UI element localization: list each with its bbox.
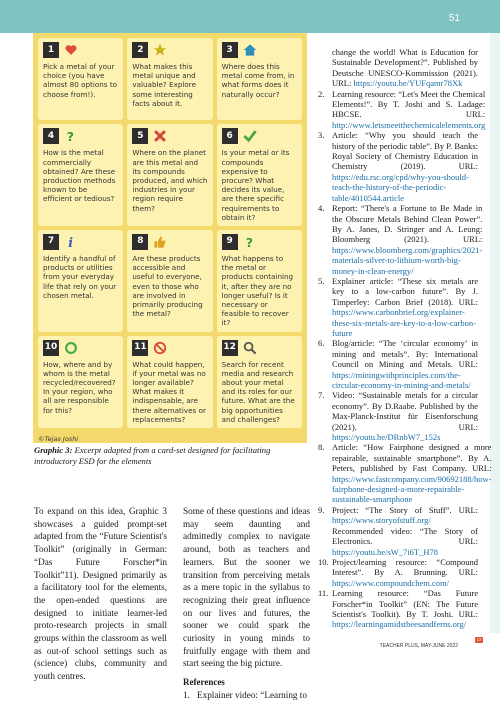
card-number: 10 (43, 340, 59, 356)
reference-item: 5. Explainer article: “These six metals are key to a low-carbon future”. By J. Timperley: Carbon Brief (2018). URL: https://www.carbonbrief.org/explainer-these-six-metals-are-key-to-a-low-carbon-future (318, 275, 478, 338)
reference-item: 8. Article: “How Fairphone designed a more repairable, sustainable smartphone”. By A. Peters, published by Fast Company. URL: https://www.fastcompany.com/90692188/how-fairphone-designed-a-more-repairable-sustainable-smartphone (318, 442, 492, 505)
references-heading: References (183, 677, 225, 688)
card-number: 2 (132, 42, 148, 58)
reference-link[interactable]: https://learningamidstbeesandferns.org/ (332, 619, 467, 630)
reference-link[interactable]: https://miningwithprinciples.com/the-circular-economy-in-mining-and-metals/ (332, 369, 471, 390)
card-number: 1 (43, 42, 59, 58)
card-question: Where does this metal come from, in what forms does it naturally occur? (221, 62, 295, 99)
card-10 (38, 336, 123, 428)
reference-link[interactable]: https://edu.rsc.org/cpd/why-you-should-teach-the-history-of-the-periodic-table/4010544.article (332, 171, 469, 203)
question-mark-icon (242, 234, 258, 250)
card-1 (38, 38, 123, 120)
side-accent (490, 33, 500, 633)
thumbs-up-icon (152, 234, 168, 250)
figure-caption (34, 445, 309, 466)
reference-link[interactable]: https://www.carbonbrief.org/explainer-these-six-metals-are-key-to-a-low-carbon-future (332, 307, 476, 338)
reference-item: 10. Project/learning resource: “Compound Interest”. By A. Brunning. URL: https://www.compoundchem.com/ (318, 556, 478, 588)
reference-item: change the world! What is Education for Sustainable Development?”. Published by Deutsche UNESCO-Kommission (2021). URL: https://youtu.be/YUFqamr78Xk (332, 47, 478, 89)
card-question: How, where and by whom is the metal recycled/recovered? In your region, who all are responsible for this? (43, 359, 116, 415)
reference-link[interactable]: https://www.bloomberg.com/graphics/2021-materials-silver-to-lithium-worth-big-money-in-clean-energy/ (332, 244, 483, 276)
reference-link[interactable]: https://youtu.be/YUFqamr78Xk (353, 78, 463, 89)
info-icon (63, 234, 79, 250)
reference-item: 3. Article: “Why you should teach the history of the periodic table”. By P. Banks: Royal Society of Chemistry Education in Chemistry (2019). URL: https://edu.rsc.org/cpd/why-you-should-teach-the-history-of-the-periodic-table/4010544.article (318, 130, 478, 203)
svg-text:i: i (68, 234, 73, 250)
svg-text:?: ? (245, 234, 253, 250)
star-icon (152, 42, 168, 58)
house-icon (242, 42, 258, 58)
footer-text: TEACHER PLUS, MAY-JUNE 2022 (379, 643, 458, 649)
card-11 (127, 336, 212, 428)
card-number: 3 (222, 42, 238, 58)
card-number: 8 (132, 234, 148, 250)
reference-item: 9. Project: “The Story of Stuff”. URL: https://www.storyofstuff.org/ (318, 504, 478, 526)
recycle-icon (63, 340, 79, 356)
references-list (318, 47, 492, 630)
magnifier-icon (242, 340, 258, 356)
body-paragraph: Some of these questions and ideas may seem daunting and admittedly complex to navigate around, both as teachers and learners. But the sooner we transition from perceiving metals as a mere topic in the syllabus to recognizing their great influence on our lives and futures, the sooner we could spark the curiosity in young minds to fruitfully engage with them and start seeing the big picture. (183, 506, 310, 669)
card-number: 12 (222, 340, 238, 356)
reference-link[interactable]: https://www.fastcompany.com/90692188/how-fairphone-designed-a-more-repairable-sustainable-smartphone (332, 473, 492, 505)
x-mark-icon (152, 128, 168, 144)
heart-icon (63, 42, 79, 58)
card-question: What happens to the metal or products containing it, after they are no longer useful? Is it necessary or feasible to recover it? (221, 253, 294, 328)
card-number: 6 (222, 128, 238, 144)
reference-link[interactable]: https://www.compoundchem.com/ (332, 577, 450, 588)
card-question: Where on the planet are this metal and its compounds produced, and which industries in your region require them? (132, 148, 208, 213)
card-question: How is the metal commercially obtained? Are these production methods known to be efficient or tedious? (43, 148, 116, 204)
body-column-left: To expand on this idea, Graphic 3 showcases a guided prompt-set adapted from the “Future Scientist's Toolkit” (originally in German: “Das Future Forscher*in Toolkit”11). Designed primarily as a facilitatory tool for the elements, the open-ended questions are designed to initiate learner-led proto-research projects in small groups within the classroom as well as out-of school settings such as (science) clubs, community and youth centres. (34, 506, 167, 682)
card-number: 11 (132, 340, 148, 356)
card-12 (217, 336, 302, 428)
card-question: Is your metal or its compounds expensive to procure? What decides its value, are there specific requirements to obtain it? (221, 148, 290, 222)
reference-link[interactable]: https://www.storyofstuff.org/ (332, 515, 431, 526)
reference-item: 11. Learning resource: “Das Future Forscher*in Toolkit” (EN: The Future Scientist's Toolkit). By T. Joshi. URL: https://learningamidstbeesandferns.org/ (318, 588, 478, 630)
caption-label: Graphic 3: (34, 445, 73, 455)
reference-item: 1. Explainer video: “Learning to (183, 689, 307, 700)
question-mark-icon (63, 128, 79, 144)
card-4 (38, 124, 123, 226)
card-question: Are these products accessible and useful to everyone, even to those who are involved in primarily producing the metal? (132, 253, 203, 319)
page-number: 51 (448, 13, 460, 24)
card-3 (217, 38, 302, 120)
card-number: 4 (43, 128, 59, 144)
card-number: 5 (132, 128, 148, 144)
reference-link[interactable]: https://youtu.be/sW_7i6T_H78 (332, 546, 439, 557)
svg-text:?: ? (66, 129, 75, 145)
prohibited-icon (152, 340, 168, 356)
card-9 (217, 230, 302, 332)
reference-item: 4. Report: “There's a Fortune to Be Made in the Obscure Metals Behind Clean Power”. By A. Janes, D. Stringer and A. Leung: Bloomberg (2021). URL: https://www.bloomberg.com/graphics/2021-materials-silver-to-lithium-worth-big-money-in-clean-energy/ (318, 203, 483, 276)
reference-item: 6. Blog/article: “The ‘circular economy’ in mining and metals”. By: International Council on Mining and Metals. URL: https://miningwithprinciples.com/the-circular-economy-in-mining-and-metals/ (318, 338, 478, 390)
card-2 (127, 38, 212, 120)
card-question: Search for recent media and research about your metal and its roles for our future. What are the big opportunities and challenges? (221, 359, 295, 424)
card-7 (38, 230, 123, 332)
card-question: What could happen, if your metal was no longer available? What makes it indispensable, are there alternatives or replacements? (132, 359, 206, 424)
caption-text: Excerpt adapted from a card-set designed for facilitating introductory ESD for the elements (34, 445, 271, 466)
card-grid (33, 33, 307, 443)
corner-badge: 17 (476, 637, 482, 642)
reference-item: 7. Video: “Sustainable metals for a circular economy”. By D.Raabe. Published by the Max-Planck-Institut für Eisenforschung (2021). URL: https://youtu.be/DRnbW7_152s (318, 390, 478, 443)
card-number: 9 (222, 234, 238, 250)
reference-link[interactable]: http://www.letsmeetthechemicalelements.org (332, 119, 486, 130)
reference-item: Recommended video: “The Story of Electronics. URL: https://youtu.be/sW_7i6T_H78 (332, 525, 478, 557)
reference-link[interactable]: https://youtu.be/DRnbW7_152s (332, 432, 441, 443)
body-column-middle (183, 505, 310, 702)
header-band (0, 0, 500, 33)
image-credit: ©Tejas Joshi (38, 435, 79, 443)
card-5 (127, 124, 212, 226)
card-number: 7 (43, 234, 59, 250)
card-question: Pick a metal of your choice (you have almost 80 options to choose from!). (43, 62, 118, 99)
checkmark-icon (242, 128, 258, 144)
reference-item: 2. Learning resource: “Let's Meet the Chemical Elements!”. By T. Joshi and S. Ladage: HBCSE. URL: http://www.letsmeetthechemicalelements.org (318, 88, 486, 130)
card-8 (127, 230, 212, 332)
card-question: What makes this metal unique and valuable? Explore some interesting facts about it. (132, 62, 196, 108)
card-question: Identify a handful of products or utilities from your everyday life that rely on your chosen metal. (43, 253, 117, 300)
card-6 (217, 124, 302, 226)
